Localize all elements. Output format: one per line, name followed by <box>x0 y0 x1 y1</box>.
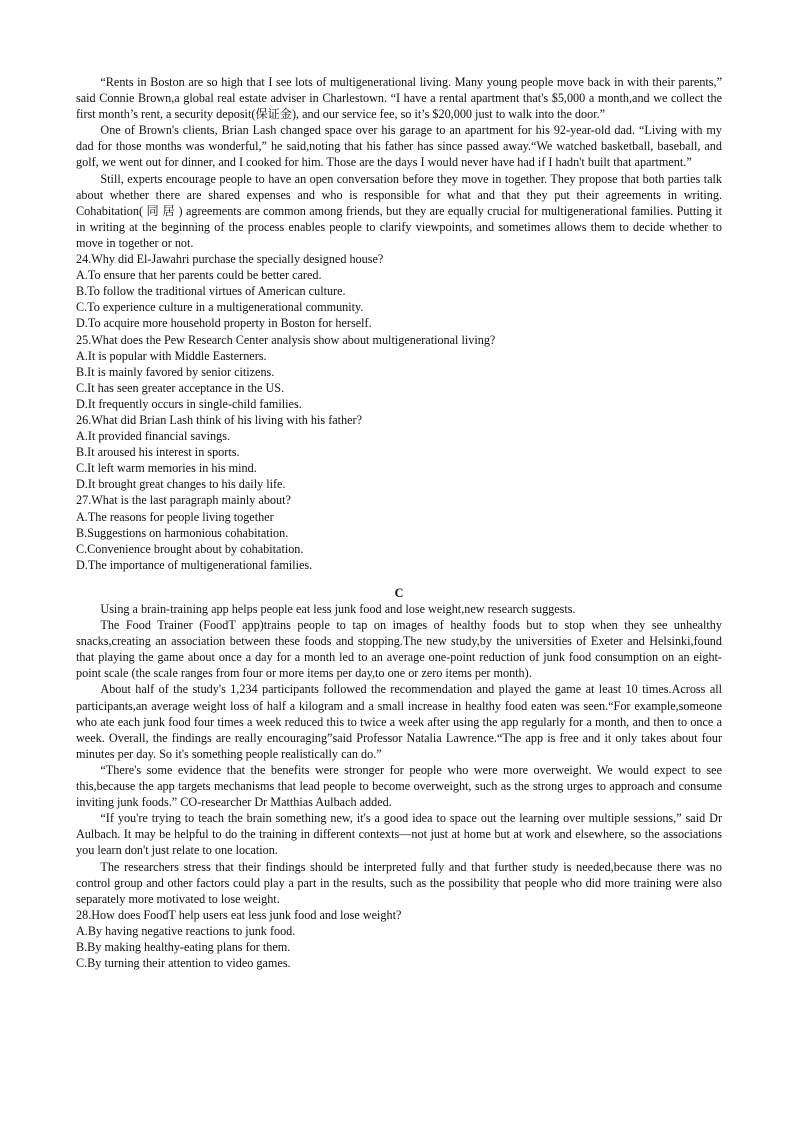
question-25-option-b: B.It is mainly favored by senior citizens. <box>76 364 275 379</box>
question-24-option-b: B.To follow the traditional virtues of American culture. <box>76 284 346 299</box>
question-27-option-a: A.The reasons for people living together <box>76 509 274 524</box>
question-24-option-a: A.To ensure that her parents could be better cared. <box>76 268 322 283</box>
passage-c-paragraph-4: “There's some evidence that the benefits were stronger for people who were more overweight. We would expect to see this,because the app targets mechanisms that lead people to become overweight, such as the strong urges to approach and consume inviting junk foods.” CO-researcher Dr Matthias Aulbach added. <box>76 762 722 810</box>
passage-c-paragraph-2: The Food Trainer (FoodT app)trains people to tap on images of healthy foods but to stop when they see unhealthy snacks,creating an association between these foods and stopping.The new study,by the universities of Exeter and Helsinki,found that playing the game about once a day for a month led to an average one-point reduction of junk food consumption on an eight-point scale (the scale ranges from four or more items per day,to one or zero items per month). <box>76 618 722 681</box>
question-26 <box>76 412 722 492</box>
passage-b-paragraph-2: One of Brown's clients, Brian Lash changed space over his garage to an apartment for his 92-year-old dad. “Living with my dad for those months was wonderful,” he said,noting that his father has since passed away.“We watched basketball, baseball, and golf, we went out for dinner, and I cooked for him. Those are the days I would never have had if I hadn't built that apartment.” <box>76 123 722 170</box>
question-25-stem: 25.What does the Pew Research Center analysis show about multigenerational living? <box>76 332 496 347</box>
passage-b-paragraph-3: Still, experts encourage people to have an open conversation before they move in together. They propose that both parties talk about whether there are shared expenses and who is responsible for what and that they put their agreements in writing. Cohabitation( 同 居 ) agreements are common among friends, but they are equally crucial for multigenerational families. Putting it in writing at the beginning of the process enables people to clarify viewpoints, and sometimes allows them to decide whether to move in together or not. <box>76 171 722 250</box>
question-28-option-a: A.By having negative reactions to junk food. <box>76 923 296 938</box>
passage-c-paragraph-5: “If you're trying to teach the brain something new, it's a good idea to space out the learning over multiple sessions,” said Dr Aulbach. It may be helpful to do the training in different contexts—not just at home but at work and elsewhere, so the associations you learn don't just relate to one location. <box>76 811 722 858</box>
passage-b-paragraph-1: “Rents in Boston are so high that I see lots of multigenerational living. Many young people move back in with their parents,” said Connie Brown,a global real estate adviser in Charlestown. “I have a rental apartment that's $5,000 a month,and we collect the first month’s rent, a security deposit(保证金), and our service fee, so it’s $20,000 just to walk into the door.” <box>76 75 722 122</box>
question-24-option-c: C.To experience culture in a multigenerational community. <box>76 300 364 315</box>
document-page <box>76 74 722 971</box>
question-24-option-d: D.To acquire more household property in Boston for herself. <box>76 316 372 331</box>
section-c-heading: C <box>394 585 404 600</box>
question-27-stem: 27.What is the last paragraph mainly about? <box>76 493 291 508</box>
question-26-option-b: B.It aroused his interest in sports. <box>76 445 240 460</box>
question-28-stem: 28.How does FoodT help users eat less junk food and lose weight? <box>76 907 402 922</box>
question-27-option-c: C.Convenience brought about by cohabitation. <box>76 541 304 556</box>
question-24 <box>76 251 722 331</box>
question-27 <box>76 492 722 572</box>
question-25-option-c: C.It has seen greater acceptance in the US. <box>76 380 285 395</box>
passage-c-paragraph-6: The researchers stress that their findings should be interpreted fully and that further study is needed,because there was no control group and other factors could play a part in the results, such as the possibility that people who did more training were also separately more motivated to lose weight. <box>76 859 722 906</box>
question-25-option-d: D.It frequently occurs in single-child families. <box>76 396 302 411</box>
question-26-stem: 26.What did Brian Lash think of his living with his father? <box>76 412 363 427</box>
question-28-option-c: C.By turning their attention to video games. <box>76 956 291 971</box>
question-26-option-c: C.It left warm memories in his mind. <box>76 461 257 476</box>
question-25-option-a: A.It is popular with Middle Easterners. <box>76 348 267 363</box>
question-27-option-d: D.The importance of multigenerational families. <box>76 557 313 572</box>
question-26-option-d: D.It brought great changes to his daily life. <box>76 477 286 492</box>
question-28 <box>76 907 722 971</box>
passage-c-paragraph-3: About half of the study's 1,234 participants followed the recommendation and played the game at least 10 times.Across all participants,an average weight loss of half a kilogram and a small increase in healthy food eaten was seen.“For example,someone who ate each junk food four times a week reduced this to twice a week after using the app regularly for a month, and then to once a week. Overall, the findings are really encouraging”said Professor Natalia Lawrence.“The app is free and it only takes about four minutes per day. So it's something people realistically can do.” <box>76 682 722 761</box>
question-26-option-a: A.It provided financial savings. <box>76 429 230 444</box>
question-28-option-b: B.By making healthy-eating plans for them. <box>76 939 291 954</box>
question-25 <box>76 332 722 412</box>
passage-c-paragraph-1: Using a brain-training app helps people eat less junk food and lose weight,new research suggests. <box>100 602 576 616</box>
question-24-stem: 24.Why did El-Jawahri purchase the specially designed house? <box>76 252 384 267</box>
question-27-option-b: B.Suggestions on harmonious cohabitation. <box>76 525 289 540</box>
